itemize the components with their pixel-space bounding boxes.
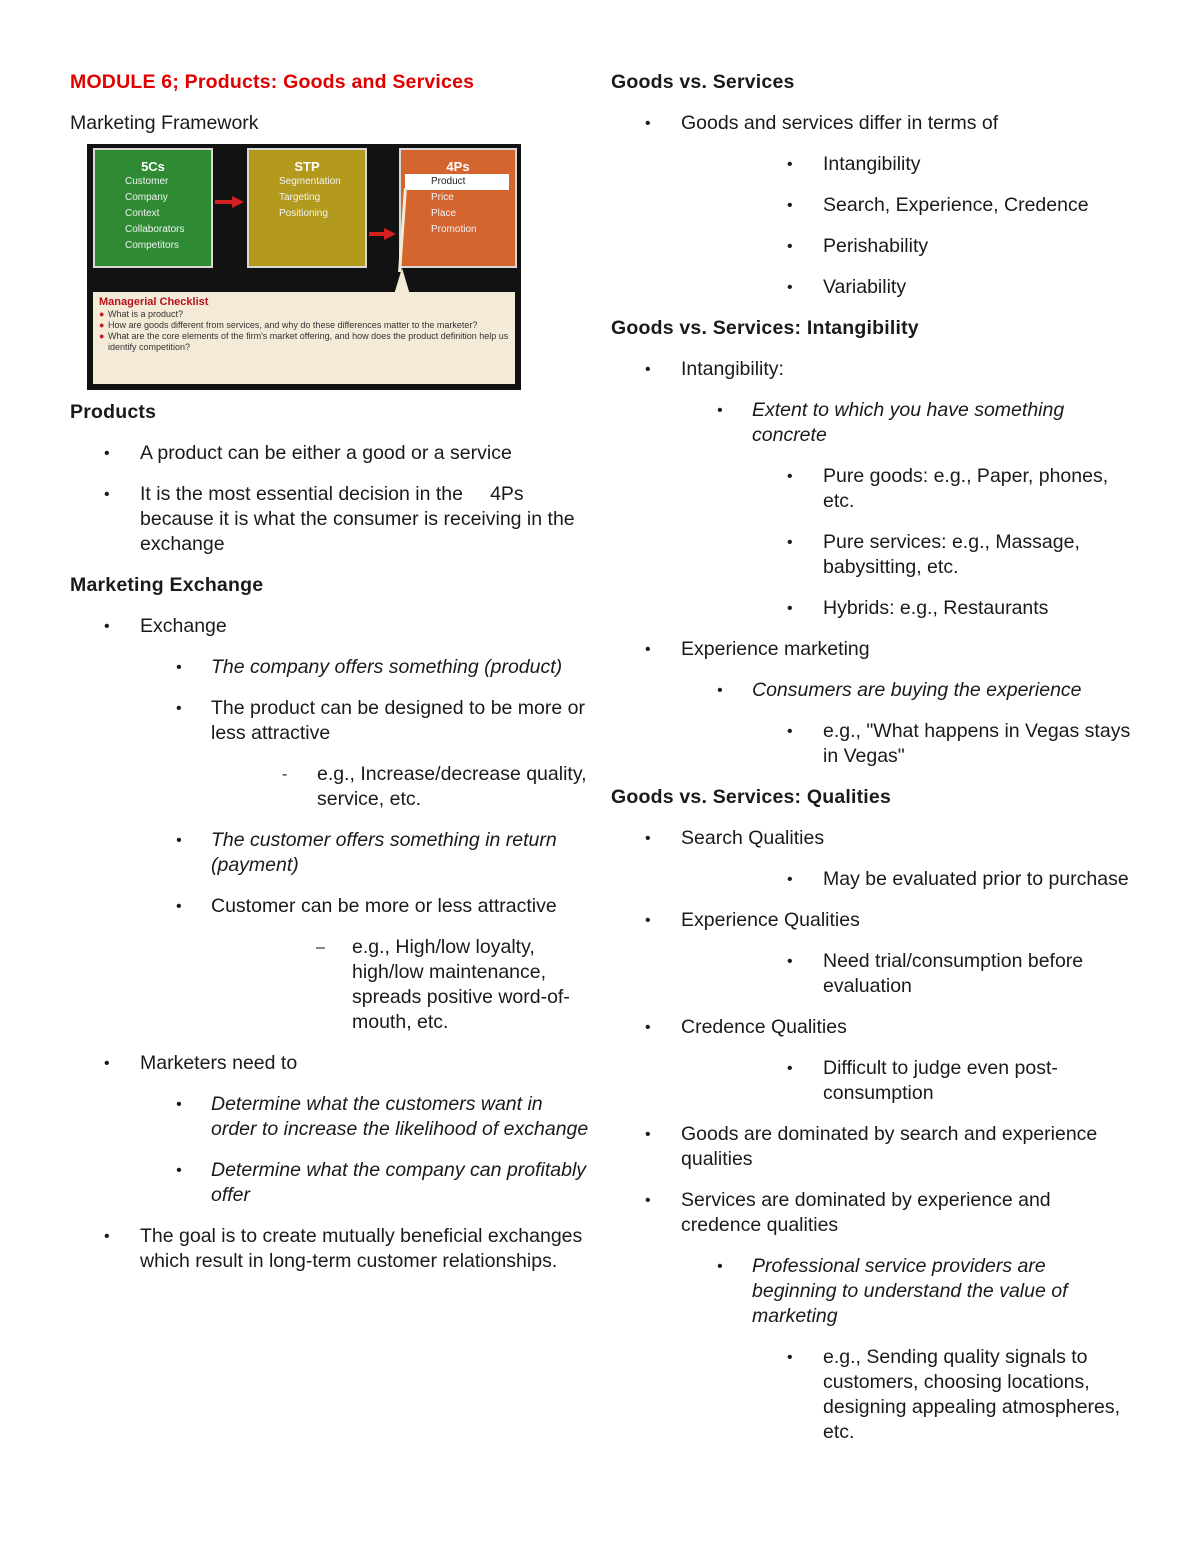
list-item-text: Difficult to judge even post-consumption (823, 1057, 1058, 1104)
list-item-text: The company offers something (product) (211, 656, 563, 678)
list-item-text: e.g., Sending quality signals to customers, choosing locations, designing appealing atmospheres, etc. (823, 1346, 1121, 1443)
list-item-text: e.g., "What happens in Vegas stays in Vegas" (823, 720, 1131, 767)
bullet-icon: • (787, 723, 793, 740)
box-5cs-item: Competitors (125, 240, 179, 251)
list-item-text: Hybrids: e.g., Restaurants (823, 597, 1049, 619)
list-item (611, 152, 1131, 177)
list-item (70, 441, 590, 466)
list-item-text: Services are dominated by experience and credence qualities (681, 1189, 1051, 1236)
list-item (611, 1122, 1131, 1172)
gvs-list (611, 111, 1131, 300)
list-item (70, 696, 590, 746)
bullet-icon: • (645, 115, 651, 132)
bullet-dot-icon: ● (99, 320, 105, 330)
framework-label: Marketing Framework (70, 112, 259, 134)
bullet-icon: • (104, 1228, 110, 1245)
list-item (611, 193, 1131, 218)
bullet-icon: • (787, 600, 793, 617)
bullet-icon: • (645, 641, 651, 658)
list-item-text: The product can be designed to be more or less attractive (211, 697, 585, 744)
list-item-text: Goods and services differ in terms of (681, 112, 999, 134)
list-item (611, 1254, 1131, 1329)
bullet-icon: • (104, 618, 110, 635)
list-item (70, 762, 590, 812)
list-item (611, 867, 1131, 892)
bullet-dot-icon: ● (99, 309, 105, 319)
arrow-right-icon (232, 196, 244, 208)
dash-icon: – (316, 939, 325, 956)
list-item (611, 678, 1131, 703)
page-title: MODULE 6; Products: Goods and Services (70, 71, 475, 93)
bullet-icon: • (176, 659, 182, 676)
box-4ps-item-highlighted: Product (405, 174, 509, 190)
list-item-text: Professional service providers are beginning to understand the value of marketing (752, 1255, 1068, 1327)
box-5cs (93, 148, 213, 268)
list-item-text: Need trial/consumption before evaluation (823, 950, 1084, 997)
list-item (611, 1188, 1131, 1238)
list-item (70, 1051, 590, 1076)
intangibility-list (611, 357, 1131, 769)
bullet-icon: • (176, 898, 182, 915)
products-list (70, 441, 590, 557)
list-item (611, 275, 1131, 300)
checklist-item-text: What is a product? (108, 309, 184, 319)
bullet-icon: • (787, 279, 793, 296)
list-item-text: Intangibility: (681, 358, 784, 380)
bullet-icon: • (787, 156, 793, 173)
bullet-icon: • (787, 1060, 793, 1077)
box-stp-item: Positioning (279, 208, 328, 219)
list-item-text: The goal is to create mutually beneficial exchanges which result in long-term customer relationships. (140, 1225, 583, 1272)
bullet-icon: • (787, 871, 793, 888)
list-item-text: Goods are dominated by search and experience qualities (681, 1123, 1098, 1170)
list-item (611, 398, 1131, 448)
list-item (611, 357, 1131, 382)
right-column (611, 70, 1131, 1461)
list-item-text: Determine what the company can profitably offer (211, 1159, 587, 1206)
list-item-text: Variability (823, 276, 907, 298)
bullet-dot-icon: ● (99, 331, 105, 341)
list-item-text: Consumers are buying the experience (752, 679, 1082, 701)
list-item (611, 1015, 1131, 1040)
list-item-text: e.g., Increase/decrease quality, service, etc. (317, 763, 587, 810)
bullet-icon: • (176, 1162, 182, 1179)
box-stp-item: Segmentation (279, 176, 341, 187)
checklist-title: Managerial Checklist (99, 296, 209, 308)
bullet-icon: • (787, 534, 793, 551)
dash-icon: - (282, 766, 288, 783)
checklist-item (99, 331, 509, 353)
list-item (611, 719, 1131, 769)
list-item-text: A product can be either a good or a service (140, 442, 512, 464)
list-item-text: Extent to which you have something concrete (752, 399, 1065, 446)
list-item (611, 1056, 1131, 1106)
list-item (611, 530, 1131, 580)
list-item (70, 482, 590, 557)
bullet-icon: • (787, 238, 793, 255)
checklist-item-text: What are the core elements of the firm's market offering, and how does the product definition help us identify competition? (108, 331, 509, 352)
bullet-icon: • (104, 486, 110, 503)
bullet-icon: • (645, 1192, 651, 1209)
bullet-icon: • (787, 1349, 793, 1366)
list-item-text: May be evaluated prior to purchase (823, 868, 1129, 890)
list-item-text: Marketers need to (140, 1052, 298, 1074)
list-item (70, 828, 590, 878)
list-item-text: Intangibility (823, 153, 921, 175)
arrow-line (369, 232, 385, 236)
qualities-heading: Goods vs. Services: Qualities (611, 786, 891, 808)
left-column (70, 70, 590, 1290)
box-5cs-title: 5Cs (141, 159, 165, 174)
list-item-text: Determine what the customers want in order to increase the likelihood of exchange (211, 1093, 589, 1140)
list-item (611, 464, 1131, 514)
checklist-item (99, 309, 509, 320)
bullet-icon: • (645, 912, 651, 929)
bullet-icon: • (717, 682, 723, 699)
bullet-icon: • (717, 402, 723, 419)
list-item (611, 234, 1131, 259)
list-item-text: Experience marketing (681, 638, 870, 660)
bullet-icon: • (787, 953, 793, 970)
list-item (70, 894, 590, 919)
list-item-text: Search, Experience, Credence (823, 194, 1089, 216)
list-item (70, 1158, 590, 1208)
bullet-icon: • (176, 700, 182, 717)
box-5cs-item: Context (125, 208, 160, 219)
list-item-text: Credence Qualities (681, 1016, 847, 1038)
list-item (70, 935, 590, 1035)
intangibility-heading: Goods vs. Services: Intangibility (611, 317, 919, 339)
box-stp-title: STP (294, 159, 320, 174)
list-item-text: Exchange (140, 615, 227, 637)
marketing-framework-figure (87, 144, 521, 390)
box-stp (247, 148, 367, 268)
box-5cs-item: Customer (125, 176, 169, 187)
list-item-text: Pure goods: e.g., Paper, phones, etc. (823, 465, 1109, 512)
arrow-line (215, 200, 233, 204)
qualities-list (611, 826, 1131, 1445)
bullet-icon: • (645, 830, 651, 847)
box-4ps-item: Promotion (431, 224, 477, 235)
list-item-text: Search Qualities (681, 827, 825, 849)
list-item-text: It is the most essential decision in the 4Ps because it is what the consumer is receiving in the exchange (140, 483, 581, 555)
list-item (611, 111, 1131, 136)
box-4ps (399, 148, 517, 268)
list-item-text: e.g., High/low loyalty, high/low maintenance, spreads positive word-of-mouth, etc. (352, 936, 570, 1033)
box-5cs-item: Company (125, 192, 168, 203)
exchange-list (70, 614, 590, 1274)
list-item (611, 826, 1131, 851)
list-item (611, 637, 1131, 662)
list-item (70, 655, 590, 680)
bullet-icon: • (176, 1096, 182, 1113)
list-item (611, 949, 1131, 999)
bullet-icon: • (787, 468, 793, 485)
list-item-text: Perishability (823, 235, 929, 257)
goods-vs-services-heading: Goods vs. Services (611, 71, 795, 93)
bullet-icon: • (645, 1019, 651, 1036)
list-item-text: The customer offers something in return (payment) (211, 829, 557, 876)
bullet-icon: • (787, 197, 793, 214)
bullet-icon: • (645, 1126, 651, 1143)
box-4ps-item: Price (431, 192, 454, 203)
managerial-checklist (93, 292, 515, 384)
list-item-text: Customer can be more or less attractive (211, 895, 557, 917)
list-item (611, 1345, 1131, 1445)
bullet-icon: • (104, 1055, 110, 1072)
products-heading: Products (70, 401, 157, 423)
box-5cs-item: Collaborators (125, 224, 185, 235)
bullet-icon: • (104, 445, 110, 462)
list-item (611, 596, 1131, 621)
checklist-item-text: How are goods different from services, and why do these differences matter to the marketer? (108, 320, 478, 330)
box-4ps-item: Place (431, 208, 457, 219)
box-4ps-title: 4Ps (446, 159, 470, 174)
marketing-exchange-heading: Marketing Exchange (70, 574, 264, 596)
box-stp-item: Targeting (279, 192, 321, 203)
list-item (611, 908, 1131, 933)
bullet-icon: • (176, 832, 182, 849)
list-item-text: Pure services: e.g., Massage, babysitting, etc. (823, 531, 1080, 578)
list-item (70, 1092, 590, 1142)
bullet-icon: • (645, 361, 651, 378)
list-item (70, 614, 590, 639)
arrow-right-icon (384, 228, 396, 240)
checklist-item (99, 320, 509, 331)
list-item (70, 1224, 590, 1274)
list-item-text: Experience Qualities (681, 909, 860, 931)
bullet-icon: • (717, 1258, 723, 1275)
